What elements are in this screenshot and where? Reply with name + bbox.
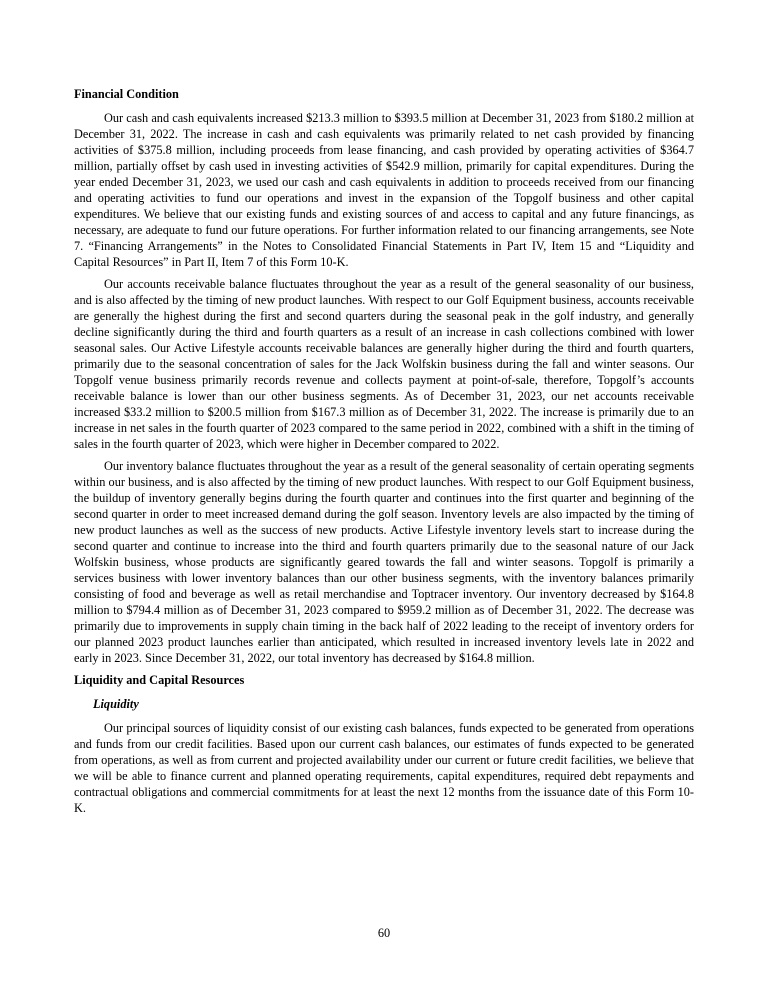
page-number: 60 [377, 926, 391, 940]
paragraph-cash-and-equivalents: Our cash and cash equivalents increased $213.3 million to $393.5 million at December 31, 2023 from $180.2 million at December 31, 2022. The increase in cash and cash equivalents was primarily related to net cash provided by financing activities of $375.8 million, including proceeds from lease financing, and cash provided by operating activities of $364.7 million, partially offset by cash used in investing activities of $542.9 million, primarily for capital expenditures. During the year ended December 31, 2023, we used our cash and cash equivalents in addition to proceeds received from our financing and operating activities to fund our operations and invest in the expansion of the Topgolf business and other capital expenditures. We believe that our existing funds and existing sources of and access to capital and any future financings, as necessary, are adequate to fund our future operations. For further information related to our financing arrangements, see Note 7. “Financing Arrangements” in the Notes to Consolidated Financial Statements in Part IV, Item 15 and “Liquidity and Capital Resources” in Part II, Item 7 of this Form 10-K. [74, 111, 694, 269]
subheading-liquidity: Liquidity [93, 697, 139, 711]
paragraph-inventory-balance: Our inventory balance fluctuates throughout the year as a result of the general seasonality of certain operating segments within our business, and is also affected by the timing of new product launches. With respect to our Golf Equipment business, the buildup of inventory generally begins during the fourth quarter and continues into the first quarter and beginning of the second quarter in order to meet increased demand during the golf season. Inventory levels are also impacted by the timing of new product launches as well as the success of new products. Active Lifestyle inventory levels start to increase during the second quarter and continue to increase into the third and fourth quarters primarily due to the seasonal nature of our Jack Wolfskin business, whose products are significantly geared towards the fall and winter seasons. Topgolf is primarily a services business with lower inventory balances than our other business segments, with the inventory balances primarily consisting of food and beverage as well as retail merchandise and Toptracer inventory. Our inventory decreased by $164.8 million to $794.4 million as of December 31, 2023 compared to $959.2 million as of December 31, 2022. The decrease was primarily due to improvements in supply chain timing in the back half of 2022 leading to the receipt of inventory orders for our planned 2023 product launches earlier than anticipated, which resulted in increased inventory levels late in 2022 and early in 2023. Since December 31, 2022, our total inventory has decreased by $164.8 million. [74, 459, 694, 665]
heading-liquidity-and-capital-resources: Liquidity and Capital Resources [74, 673, 245, 687]
paragraph-accounts-receivable: Our accounts receivable balance fluctuates throughout the year as a result of the general seasonality of our business, and is also affected by the timing of new product launches. With respect to our Golf Equipment business, accounts receivable are generally the highest during the first and second quarters during the seasonal peak in the golf industry, and generally decline significantly during the third and fourth quarters as a result of an increase in cash collections combined with lower seasonal sales. Our Active Lifestyle accounts receivable balances are generally higher during the third and fourth quarters, primarily due to the seasonal concentration of sales for the Jack Wolfskin business during the fall and winter seasons. Our Topgolf venue business primarily records revenue and collects payment at point-of-sale, therefore, Topgolf’s accounts receivable balance is lower than our other business segments. As of December 31, 2023, our net accounts receivable increased $33.2 million to $200.5 million from $167.3 million as of December 31, 2022. The increase is primarily due to an increase in net sales in the fourth quarter of 2023 compared to the same period in 2022, combined with a shift in the timing of sales in the fourth quarter of 2023, which were higher in December compared to 2022. [74, 277, 694, 451]
heading-financial-condition: Financial Condition [74, 87, 179, 101]
document-content [74, 86, 694, 822]
paragraph-liquidity-sources: Our principal sources of liquidity consist of our existing cash balances, funds expected to be generated from operations and funds from our credit facilities. Based upon our current cash balances, our estimates of funds expected to be generated from operations, as well as from current and projected availability under our current or future credit facilities, we believe that we will be able to finance current and planned operating requirements, capital expenditures, required debt repayments and contractual obligations and commercial commitments for at least the next 12 months from the issuance date of this Form 10-K. [74, 721, 694, 815]
